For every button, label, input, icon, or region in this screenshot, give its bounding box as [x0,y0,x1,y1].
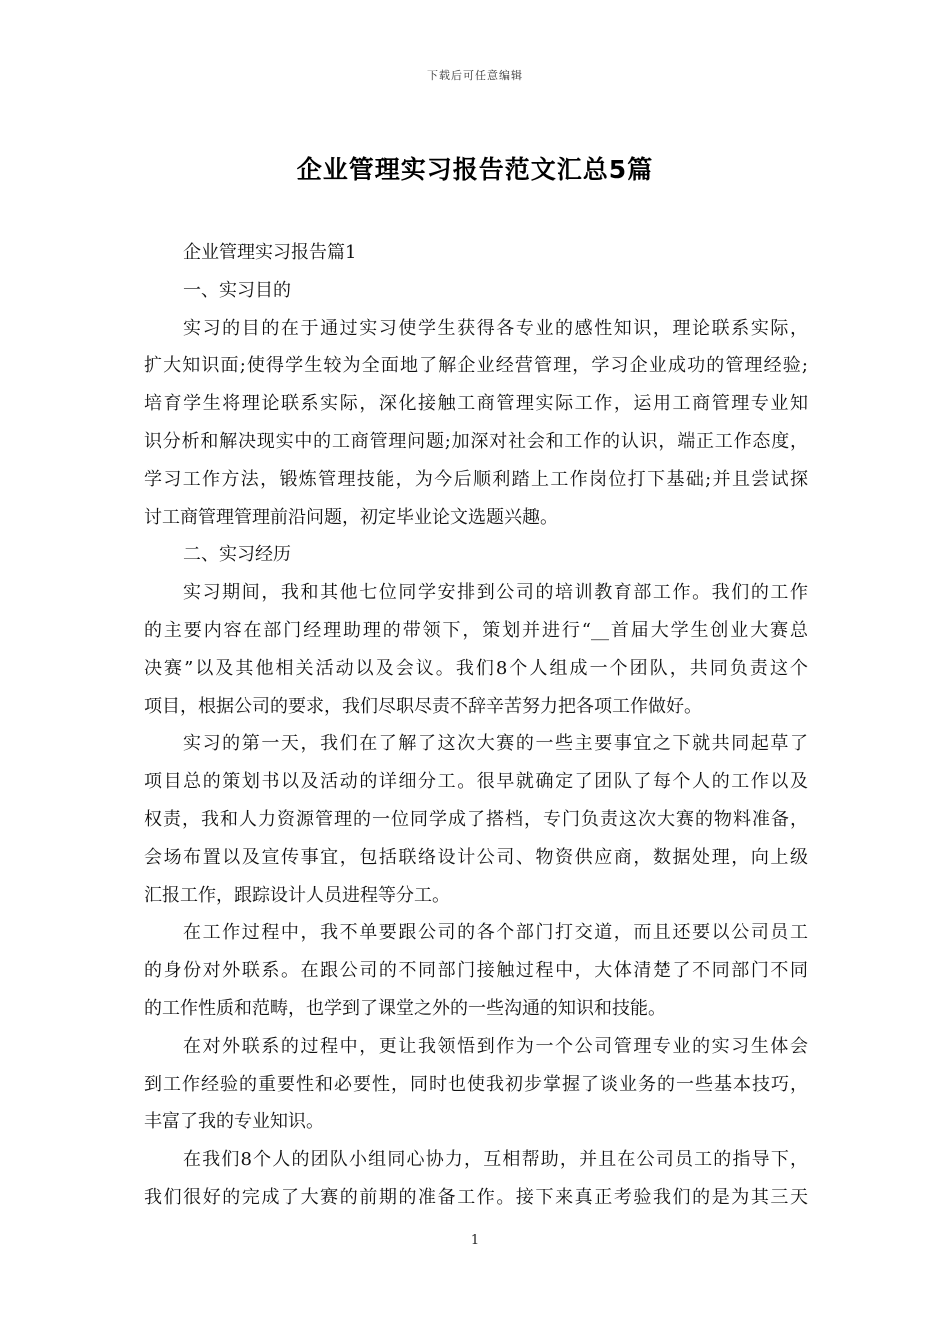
text-line: 项目总的策划书以及活动的详细分工。很早就确定了团队了每个人的工作以及 [144,771,808,793]
text-line: 二、实习经历 [183,544,291,566]
text-line: 项目，根据公司的要求，我们尽职尽责不辞辛苦努力把各项工作做好。 [144,695,702,717]
text-line: 在我们8个人的团队小组同心协力，互相帮助，并且在公司员工的指导下， [183,1149,808,1171]
text-line: 一、实习目的 [183,279,291,301]
text-line: 识分析和解决现实中的工商管理问题;加深对社会和工作的认识，端正工作态度， [144,430,808,452]
text-line: 决赛”以及其他相关活动以及会议。我们8个人组成一个团队，共同负责这个 [144,657,808,679]
document-title: 企业管理实习报告范文汇总5篇 [296,155,654,184]
text-line: 的主要内容在部门经理助理的带领下，策划并进行“__首届大学生创业大赛总 [144,619,808,641]
text-line: 培育学生将理论联系实际，深化接触工商管理实际工作，运用工商管理专业知 [144,393,808,415]
text-line: 实习的目的在于通过实习使学生获得各专业的感性知识，理论联系实际， [183,317,808,339]
text-line: 权责，我和人力资源管理的一位同学成了搭档，专门负责这次大赛的物料准备， [144,808,808,830]
text-line: 的身份对外联系。在跟公司的不同部门接触过程中，大体清楚了不同部门不同 [144,960,808,982]
document-body [144,234,808,1217]
text-line: 我们很好的完成了大赛的前期的准备工作。接下来真正考验我们的是为其三天 [144,1186,808,1208]
text-line: 丰富了我的专业知识。 [144,1111,324,1133]
header-note: 下载后可任意编辑 [427,69,523,82]
text-line: 汇报工作，跟踪设计人员进程等分工。 [144,884,450,906]
text-line: 讨工商管理管理前沿问题，初定毕业论文选题兴趣。 [144,506,558,528]
text-line: 在工作过程中，我不单要跟公司的各个部门打交道，而且还要以公司员工 [183,922,808,944]
text-line: 会场布置以及宣传事宜，包括联络设计公司、物资供应商，数据处理，向上级 [144,846,808,868]
text-line: 学习工作方法，锻炼管理技能，为今后顺利踏上工作岗位打下基础;并且尝试探 [144,468,808,490]
text-line: 的工作性质和范畴，也学到了课堂之外的一些沟通的知识和技能。 [144,997,666,1019]
text-line: 在对外联系的过程中，更让我领悟到作为一个公司管理专业的实习生体会 [183,1035,808,1057]
text-line: 到工作经验的重要性和必要性，同时也使我初步掌握了谈业务的一些基本技巧， [144,1073,808,1095]
page-number: 1 [470,1233,480,1248]
text-line: 扩大知识面;使得学生较为全面地了解企业经营管理，学习企业成功的管理经验; [144,355,808,377]
text-line: 企业管理实习报告篇1 [183,242,357,263]
text-line: 实习期间，我和其他七位同学安排到公司的培训教育部工作。我们的工作 [183,582,808,604]
text-line: 实习的第一天，我们在了解了这次大赛的一些主要事宜之下就共同起草了 [183,733,808,755]
